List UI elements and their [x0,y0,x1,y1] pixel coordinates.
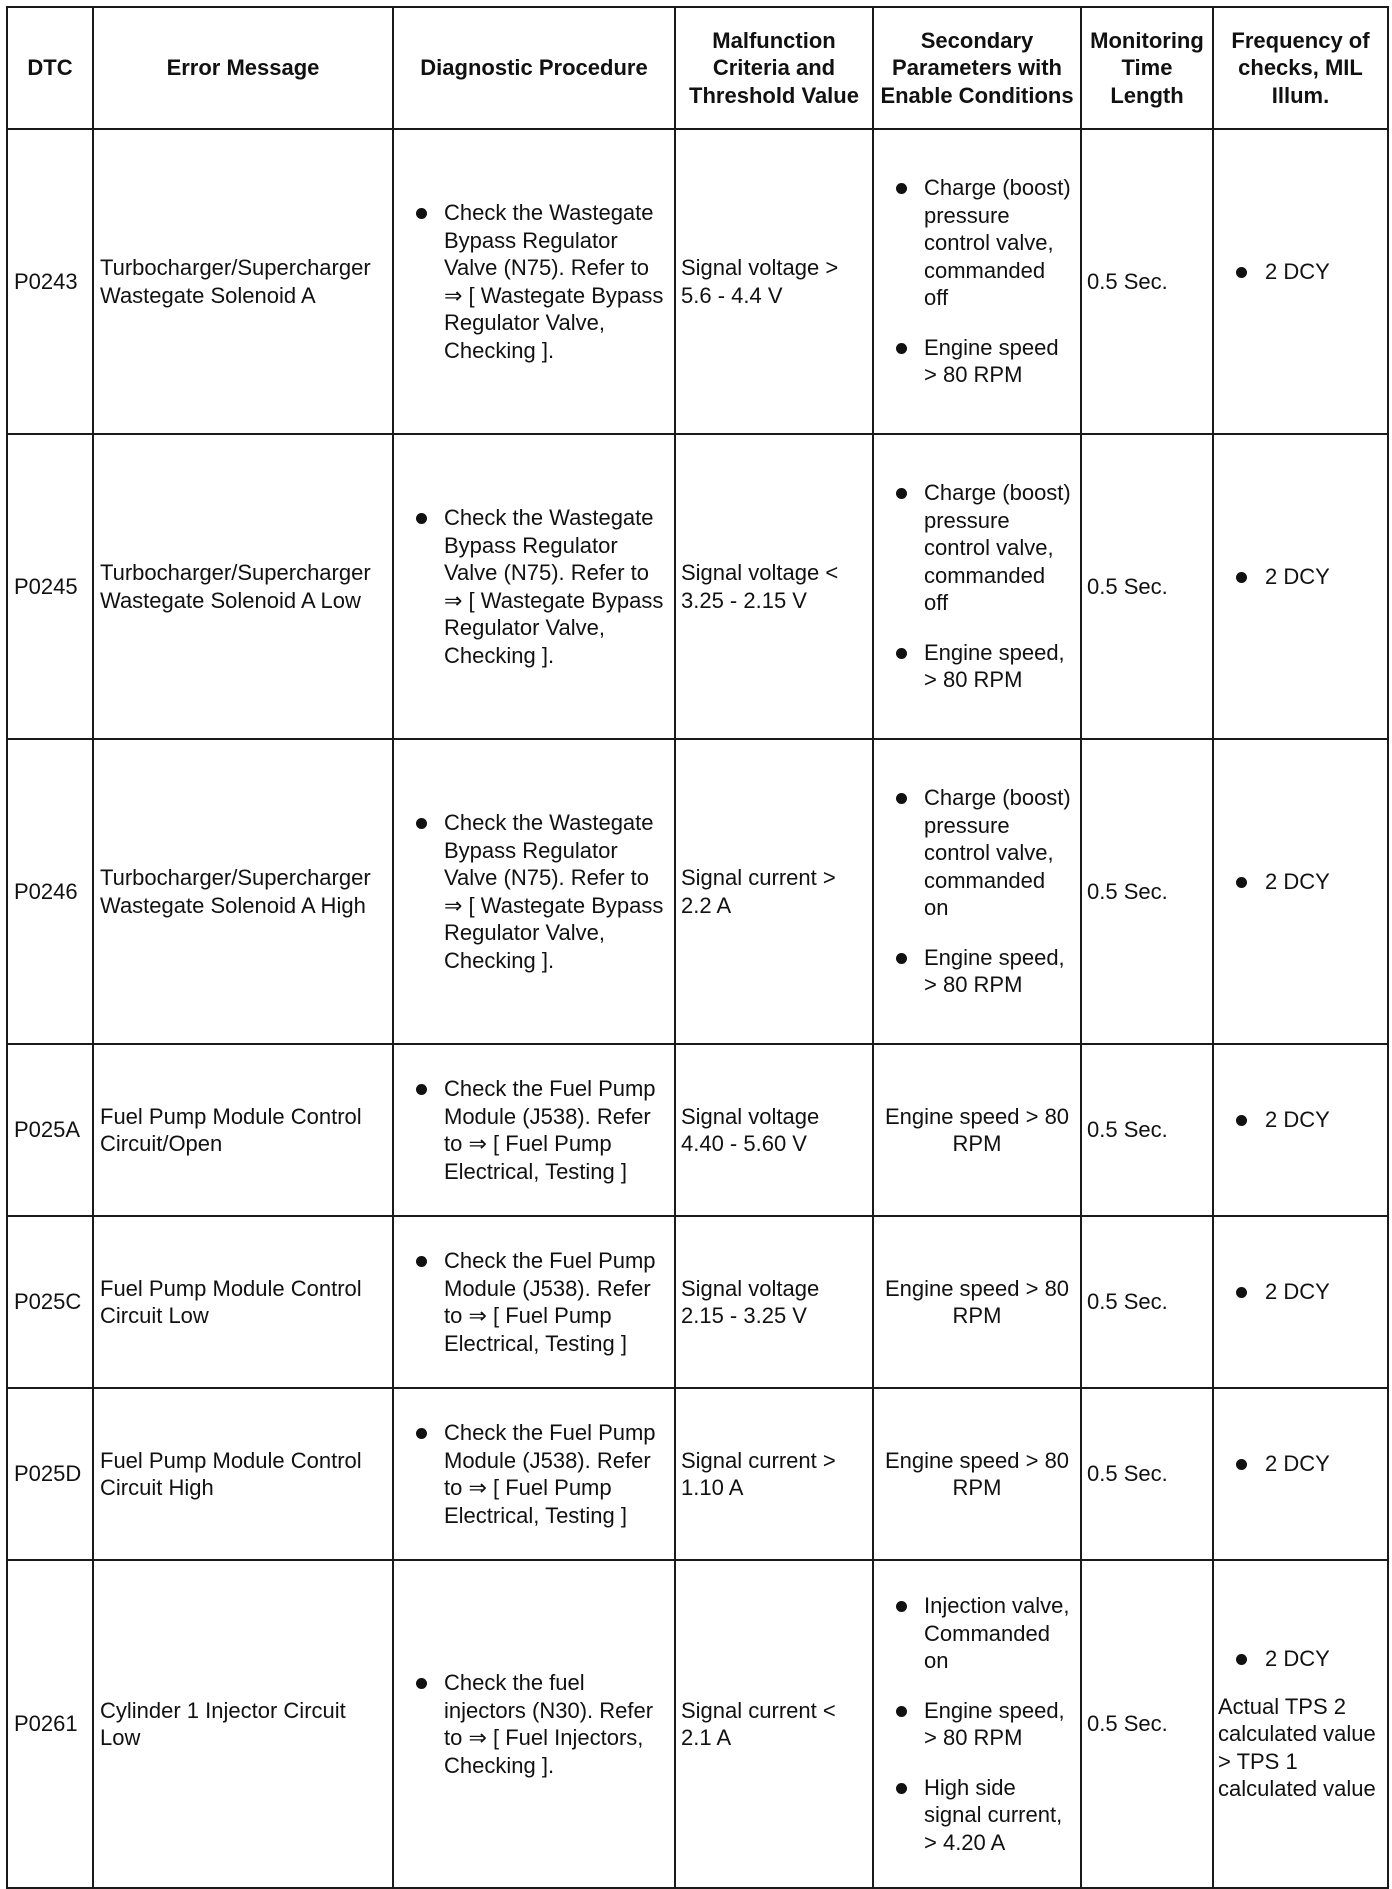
frequency [1213,1560,1388,1888]
dtc-code: P0243 [7,129,93,434]
procedure-item: Check the Fuel Pump Module (J538). Refer to ⇒ [ Fuel Pump Electrical, Testing ] [400,1247,668,1357]
malfunction-criteria: Signal voltage < 3.25 - 2.15 V [675,434,873,739]
diagnostic-procedure [393,129,675,434]
frequency-item: 2 DCY [1218,1645,1381,1673]
monitoring-time: 0.5 Sec. [1081,1216,1213,1388]
secondary-parameters [873,1560,1081,1888]
procedure-item: Check the fuel injectors (N30). Refer to ⇒ [ Fuel Injectors, Checking ]. [400,1669,668,1779]
secondary-item: Charge (boost) pressure control valve, commanded off [880,174,1074,312]
secondary-item: Engine speed, > 80 RPM [880,1697,1074,1752]
frequency-item: 2 DCY [1218,258,1381,286]
secondary-parameters: Engine speed > 80 RPM [873,1216,1081,1388]
frequency [1213,1216,1388,1388]
dtc-code: P025D [7,1388,93,1560]
monitoring-time: 0.5 Sec. [1081,1044,1213,1216]
frequency [1213,434,1388,739]
secondary-item: Engine speed > 80 RPM [880,334,1074,389]
frequency [1213,739,1388,1044]
malfunction-criteria: Signal current < 2.1 A [675,1560,873,1888]
malfunction-criteria: Signal voltage 4.40 - 5.60 V [675,1044,873,1216]
header-error-message: Error Message [93,7,393,129]
frequency [1213,129,1388,434]
procedure-item: Check the Fuel Pump Module (J538). Refer to ⇒ [ Fuel Pump Electrical, Testing ] [400,1075,668,1185]
frequency-item: 2 DCY [1218,868,1381,896]
secondary-item: Engine speed, > 80 RPM [880,944,1074,999]
monitoring-time: 0.5 Sec. [1081,434,1213,739]
header-row [7,7,1388,129]
secondary-parameters: Engine speed > 80 RPM [873,1388,1081,1560]
error-message: Cylinder 1 Injector Circuit Low [93,1560,393,1888]
procedure-item: Check the Wastegate Bypass Regulator Valve (N75). Refer to ⇒ [ Wastegate Bypass Regulator Valve, Checking ]. [400,809,668,974]
dtc-code: P0261 [7,1560,93,1888]
secondary-item: Charge (boost) pressure control valve, commanded off [880,479,1074,617]
error-message: Turbocharger/Supercharger Wastegate Solenoid A [93,129,393,434]
secondary-item: Engine speed, > 80 RPM [880,639,1074,694]
secondary-parameters [873,129,1081,434]
diagnostic-procedure [393,1388,675,1560]
table-row [7,434,1388,739]
secondary-item: High side signal current, > 4.20 A [880,1774,1074,1857]
header-secondary-parameters: Secondary Parameters with Enable Conditions [873,7,1081,129]
monitoring-time: 0.5 Sec. [1081,739,1213,1044]
dtc-table [6,6,1389,1889]
header-frequency: Frequency of checks, MIL Illum. [1213,7,1388,129]
secondary-parameters [873,434,1081,739]
dtc-table-page [6,6,1387,1882]
header-monitoring-time: Monitoring Time Length [1081,7,1213,129]
diagnostic-procedure [393,1560,675,1888]
diagnostic-procedure [393,1216,675,1388]
monitoring-time: 0.5 Sec. [1081,1388,1213,1560]
error-message: Fuel Pump Module Control Circuit/Open [93,1044,393,1216]
dtc-code: P0246 [7,739,93,1044]
table-row [7,739,1388,1044]
monitoring-time: 0.5 Sec. [1081,1560,1213,1888]
dtc-code: P025C [7,1216,93,1388]
error-message: Turbocharger/Supercharger Wastegate Solenoid A High [93,739,393,1044]
malfunction-criteria: Signal current > 2.2 A [675,739,873,1044]
diagnostic-procedure [393,739,675,1044]
secondary-item: Injection valve, Commanded on [880,1592,1074,1675]
dtc-code: P0245 [7,434,93,739]
error-message: Fuel Pump Module Control Circuit High [93,1388,393,1560]
table-row [7,1216,1388,1388]
error-message: Fuel Pump Module Control Circuit Low [93,1216,393,1388]
table-row [7,1560,1388,1888]
procedure-item: Check the Fuel Pump Module (J538). Refer to ⇒ [ Fuel Pump Electrical, Testing ] [400,1419,668,1529]
frequency-item: 2 DCY [1218,563,1381,591]
error-message: Turbocharger/Supercharger Wastegate Solenoid A Low [93,434,393,739]
diagnostic-procedure [393,1044,675,1216]
diagnostic-procedure [393,434,675,739]
secondary-parameters: Engine speed > 80 RPM [873,1044,1081,1216]
procedure-item: Check the Wastegate Bypass Regulator Valve (N75). Refer to ⇒ [ Wastegate Bypass Regulator Valve, Checking ]. [400,504,668,669]
header-diagnostic-procedure: Diagnostic Procedure [393,7,675,129]
malfunction-criteria: Signal voltage > 5.6 - 4.4 V [675,129,873,434]
malfunction-criteria: Signal current > 1.10 A [675,1388,873,1560]
frequency [1213,1388,1388,1560]
table-row [7,1388,1388,1560]
frequency-item: 2 DCY [1218,1278,1381,1306]
table-row [7,1044,1388,1216]
secondary-parameters [873,739,1081,1044]
frequency [1213,1044,1388,1216]
dtc-code: P025A [7,1044,93,1216]
malfunction-criteria: Signal voltage 2.15 - 3.25 V [675,1216,873,1388]
frequency-note: Actual TPS 2 calculated value > TPS 1 calculated value [1218,1693,1376,1802]
monitoring-time: 0.5 Sec. [1081,129,1213,434]
frequency-item: 2 DCY [1218,1106,1381,1134]
header-malfunction-criteria: Malfunction Criteria and Threshold Value [675,7,873,129]
table-row [7,129,1388,434]
procedure-item: Check the Wastegate Bypass Regulator Valve (N75). Refer to ⇒ [ Wastegate Bypass Regulator Valve, Checking ]. [400,199,668,364]
secondary-item: Charge (boost) pressure control valve, commanded on [880,784,1074,922]
header-dtc: DTC [7,7,93,129]
frequency-item: 2 DCY [1218,1450,1381,1478]
